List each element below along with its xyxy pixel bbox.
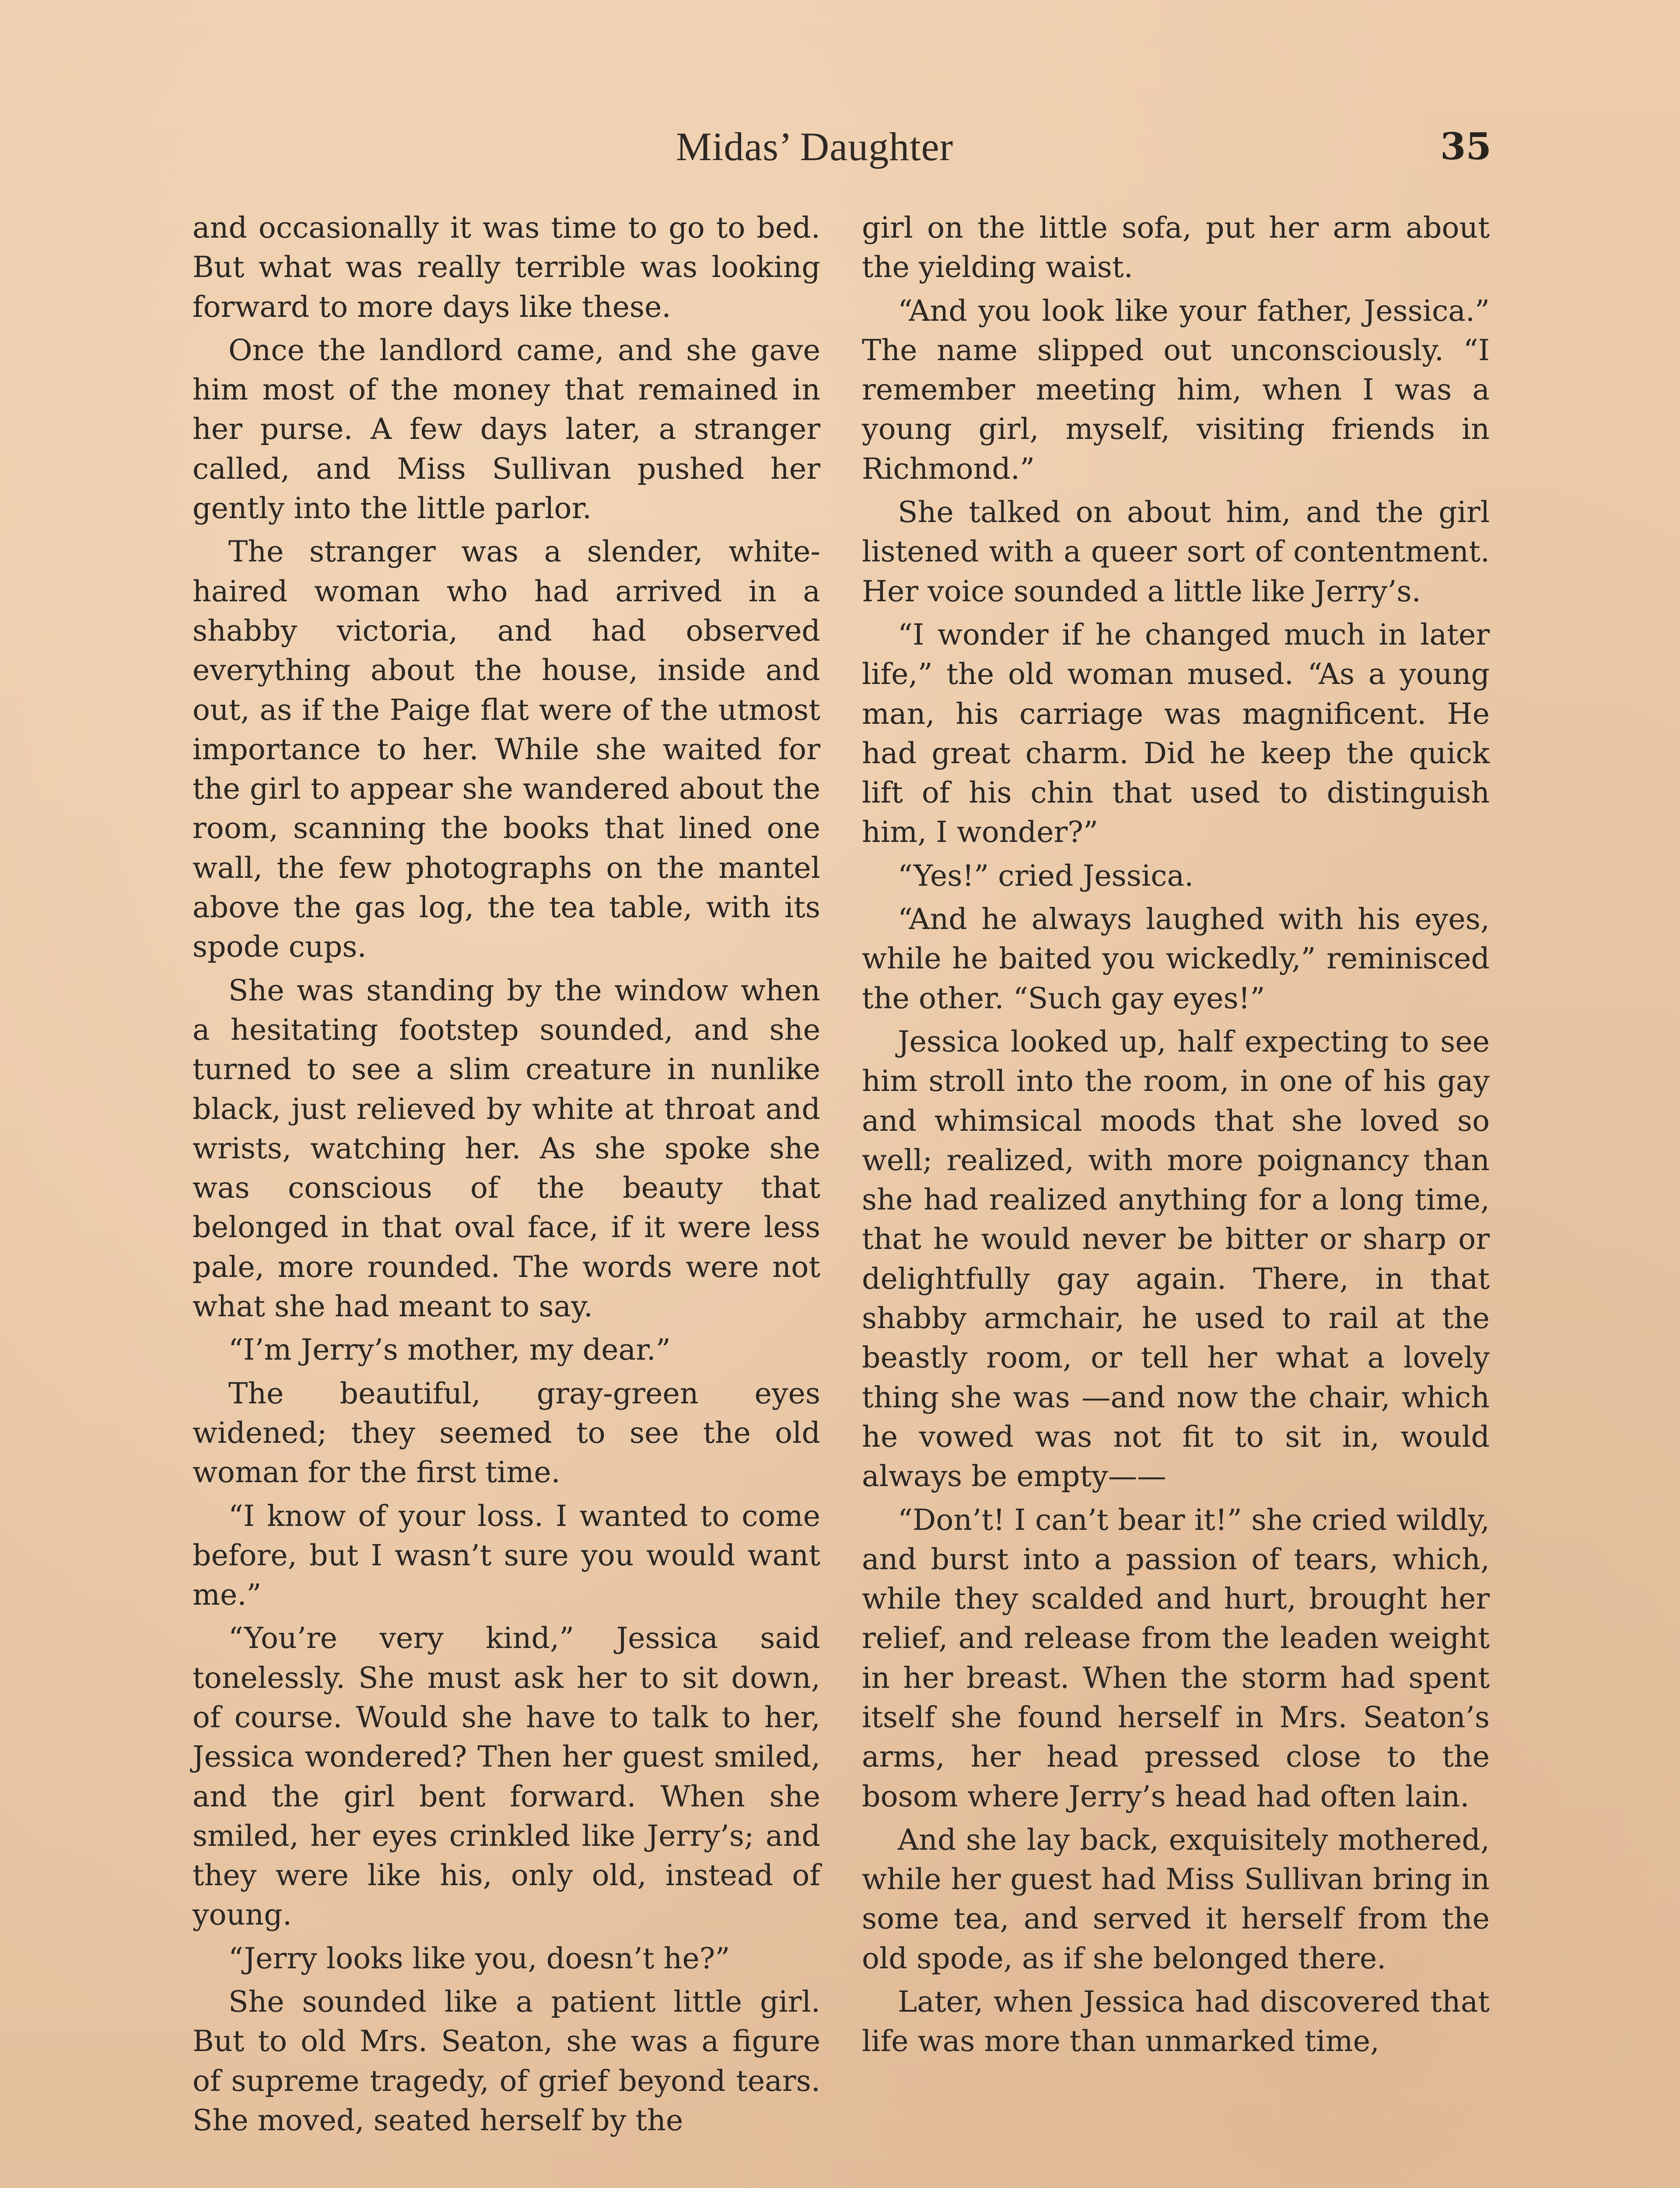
- paragraph: And she lay back, exquisitely mothered, while her guest had Miss Sullivan bring in some tea, and served it herself from the old spode, as if she belonged there.: [862, 1822, 1490, 1975]
- running-head: [0, 120, 1680, 173]
- paragraph: Jessica looked up, half expecting to see him stroll into the room, in one of his gay and whimsical moods that she loved so well; realized, with more poignancy than she had realized anything for a long time, that he would never be bitter or sharp or delightfully gay again. There, in that shabby armchair, he used to rail at the beastly room, or tell her what a lovely thing she was —and now the chair, which he vowed was not fit to sit in, would always be empty——: [862, 1024, 1490, 1494]
- paragraph: “Yes!” cried Jessica.: [898, 858, 1194, 893]
- paragraph: The beautiful, gray-green eyes widened; they seemed to see the old woman for the first time.: [192, 1376, 820, 1490]
- paragraph: and occasionally it was time to go to bed. But what was really terrible was looking forward to more days like these.: [192, 210, 820, 324]
- paragraph: Later, when Jessica had discovered that life was more than unmarked time,: [862, 1985, 1490, 2058]
- paragraph: “Jerry looks like you, doesn’t he?”: [228, 1941, 730, 1975]
- paragraph: “I wonder if he changed much in later life,” the old woman mused. “As a young man, his carriage was magnificent. He had great charm. Did he keep the quick lift of his chin that used to distinguish him, I wonder?”: [862, 617, 1490, 849]
- paragraph: “You’re very kind,” Jessica said tonelessly. She must ask her to sit down, of course. Would she have to talk to her, Jessica wondered? Then her guest smiled, and the girl bent forward. When she smiled, her eyes crinkled like Jerry’s; and they were like his, only old, instead of young.: [192, 1621, 820, 1932]
- paragraph: She sounded like a patient little girl. But to old Mrs. Seaton, she was a figure of supreme tragedy, of grief beyond tears. She moved, seated herself by the: [192, 1985, 820, 2137]
- paragraph: “Don’t! I can’t bear it!” she cried wildly, and burst into a passion of tears, which, while they scalded and hurt, brought her relief, and release from the leaden weight in her breast. When the storm had spent itself she found herself in Mrs. Seaton’s arms, her head pressed close to the bosom where Jerry’s head had often lain.: [862, 1502, 1490, 1813]
- paragraph: She talked on about him, and the girl listened with a queer sort of contentment. Her voice sounded a little like Jerry’s.: [862, 495, 1490, 608]
- paragraph: She was standing by the window when a hesitating footstep sounded, and she turned to see a slim creature in nunlike black, just relieved by white at throat and wrists, watching her. As she spoke she was conscious of the beauty that belonged in that oval face, if it were less pale, more rounded. The words were not what she had meant to say.: [192, 973, 820, 1324]
- paragraph: The stranger was a slender, white-haired woman who had arrived in a shabby victoria, and had observed everything about the house, inside and out, as if the Paige flat were of the utmost importance to her. While she waited for the girl to appear she wandered about the room, scanning the books that lined one wall, the few photographs on the mantel above the gas log, the tea table, with its spode cups.: [192, 534, 820, 964]
- paragraph: girl on the little sofa, put her arm about the yielding waist.: [862, 210, 1490, 284]
- paragraph: “I’m Jerry’s mother, my dear.”: [228, 1332, 671, 1367]
- right-column: [862, 208, 1490, 2065]
- paragraph: Once the landlord came, and she gave him most of the money that remained in her purse. A few days later, a stranger called, and Miss Sullivan pushed her gently into the little parlor.: [192, 333, 820, 526]
- paragraph: “I know of your loss. I wanted to come before, but I wasn’t sure you would want me.”: [192, 1498, 820, 1612]
- paragraph: “And he always laughed with his eyes, while he baited you wickedly,” reminisced the other. “Such gay eyes!”: [862, 902, 1490, 1015]
- left-column: [192, 208, 820, 2144]
- book-title: Midas’ Daughter: [676, 124, 954, 169]
- page-number: 35: [1440, 125, 1491, 168]
- paragraph: “And you look like your father, Jessica.” The name slipped out unconsciously. “I remember meeting him, when I was a young girl, myself, visiting friends in Richmond.”: [862, 293, 1490, 486]
